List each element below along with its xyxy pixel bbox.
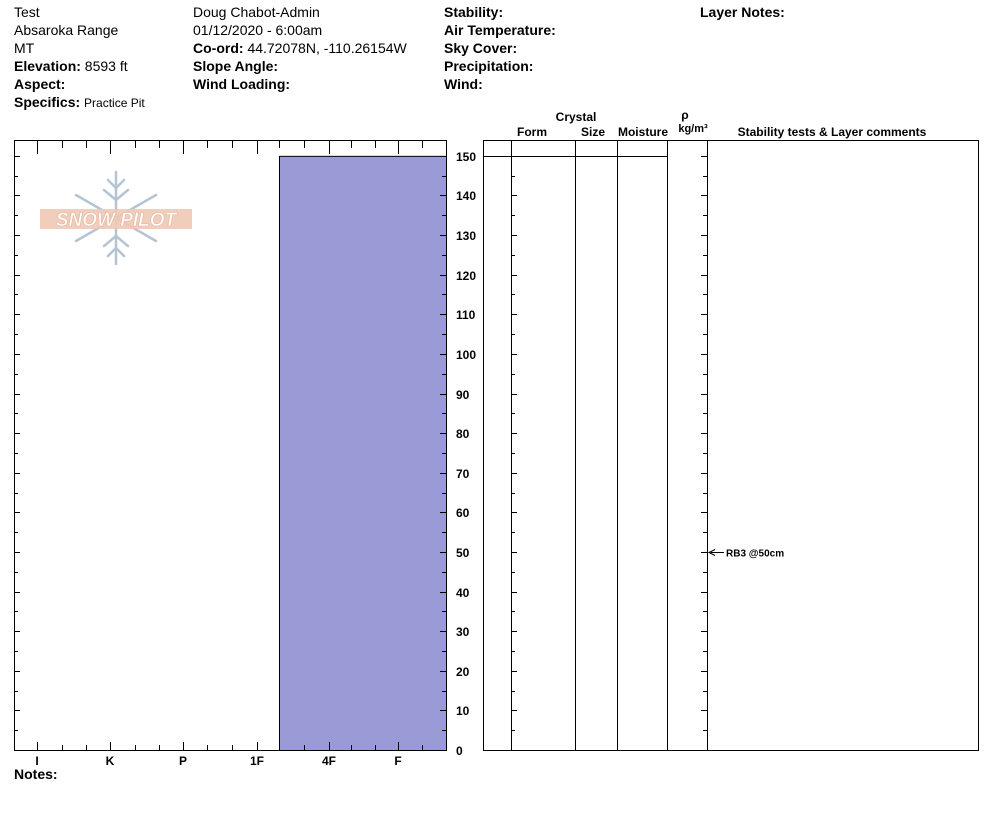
depth-label: 0: [456, 744, 463, 758]
depth-label: 150: [456, 150, 477, 164]
coord-label: Co-ord:: [193, 40, 244, 56]
depth-label: 60: [456, 506, 470, 520]
hardness-labels: [35, 754, 401, 768]
wind-label: Wind:: [444, 76, 483, 92]
hardness-label: P: [178, 754, 188, 768]
date-time: 01/12/2020 - 6:00am: [193, 22, 323, 38]
stability-test-label: RB3 @50cm: [726, 548, 785, 560]
pit-title: Test: [14, 4, 40, 20]
hardness-label: F: [394, 754, 402, 768]
depth-label: 30: [456, 625, 470, 639]
specifics-value: Practice Pit: [84, 96, 145, 110]
state-name: MT: [14, 40, 35, 56]
hardness-label: K: [105, 754, 115, 768]
observer-name: Doug Chabot-Admin: [193, 4, 320, 20]
layer-bar-0: [280, 156, 447, 750]
top-x-ticks: [38, 140, 423, 154]
depth-label: 50: [456, 546, 470, 560]
snowpilot-logo: [40, 172, 192, 264]
stability-comments-heading: Stability tests & Layer comments: [737, 125, 927, 139]
density-unit-heading: kg/m³: [678, 123, 708, 135]
depth-label: 120: [456, 269, 477, 283]
hardness-label: I: [35, 754, 39, 768]
slope-label: Slope Angle:: [193, 58, 279, 74]
depth-label: 140: [456, 189, 477, 203]
hardness-label: 1F: [249, 754, 265, 768]
form-heading: Form: [517, 125, 547, 139]
depth-label: 110: [456, 308, 476, 322]
depth-label: 130: [456, 229, 477, 243]
layers-group: [280, 156, 447, 750]
logo-text: SNOW PILOT: [55, 210, 177, 231]
hardness-label: 4F: [321, 754, 337, 768]
sky-label: Sky Cover:: [444, 40, 518, 56]
table-depth-ticks: [511, 157, 707, 751]
stability-tests-group: [709, 549, 784, 560]
layer-table-frame: [484, 141, 979, 751]
elevation-value: 8593 ft: [84, 58, 128, 74]
notes-label: Notes:: [14, 766, 58, 782]
specifics-label: Specifics:: [14, 94, 81, 110]
depth-label: 40: [456, 586, 470, 600]
depth-label: 10: [456, 704, 470, 718]
rho-heading: ρ: [681, 108, 689, 122]
depth-label: 90: [456, 388, 470, 402]
depth-label: 70: [456, 467, 470, 481]
wind-loading-label: Wind Loading:: [193, 76, 291, 92]
crystal-heading: Crystal: [555, 110, 597, 124]
depth-label: 20: [456, 665, 470, 679]
size-heading: Size: [580, 125, 605, 139]
coord-value: 44.72078N, -110.26154W: [247, 40, 407, 56]
depth-labels: [456, 150, 476, 758]
stability-label: Stability:: [444, 4, 504, 20]
precip-label: Precipitation:: [444, 58, 534, 74]
range-name: Absaroka Range: [14, 22, 119, 38]
air-temp-label: Air Temperature:: [444, 22, 556, 38]
elevation-label: Elevation:: [14, 58, 81, 74]
aspect-label: Aspect:: [14, 76, 66, 92]
depth-label: 100: [456, 348, 477, 362]
moisture-heading: Moisture: [617, 125, 668, 139]
depth-label: 80: [456, 427, 470, 441]
layer-notes-label: Layer Notes:: [700, 4, 785, 20]
